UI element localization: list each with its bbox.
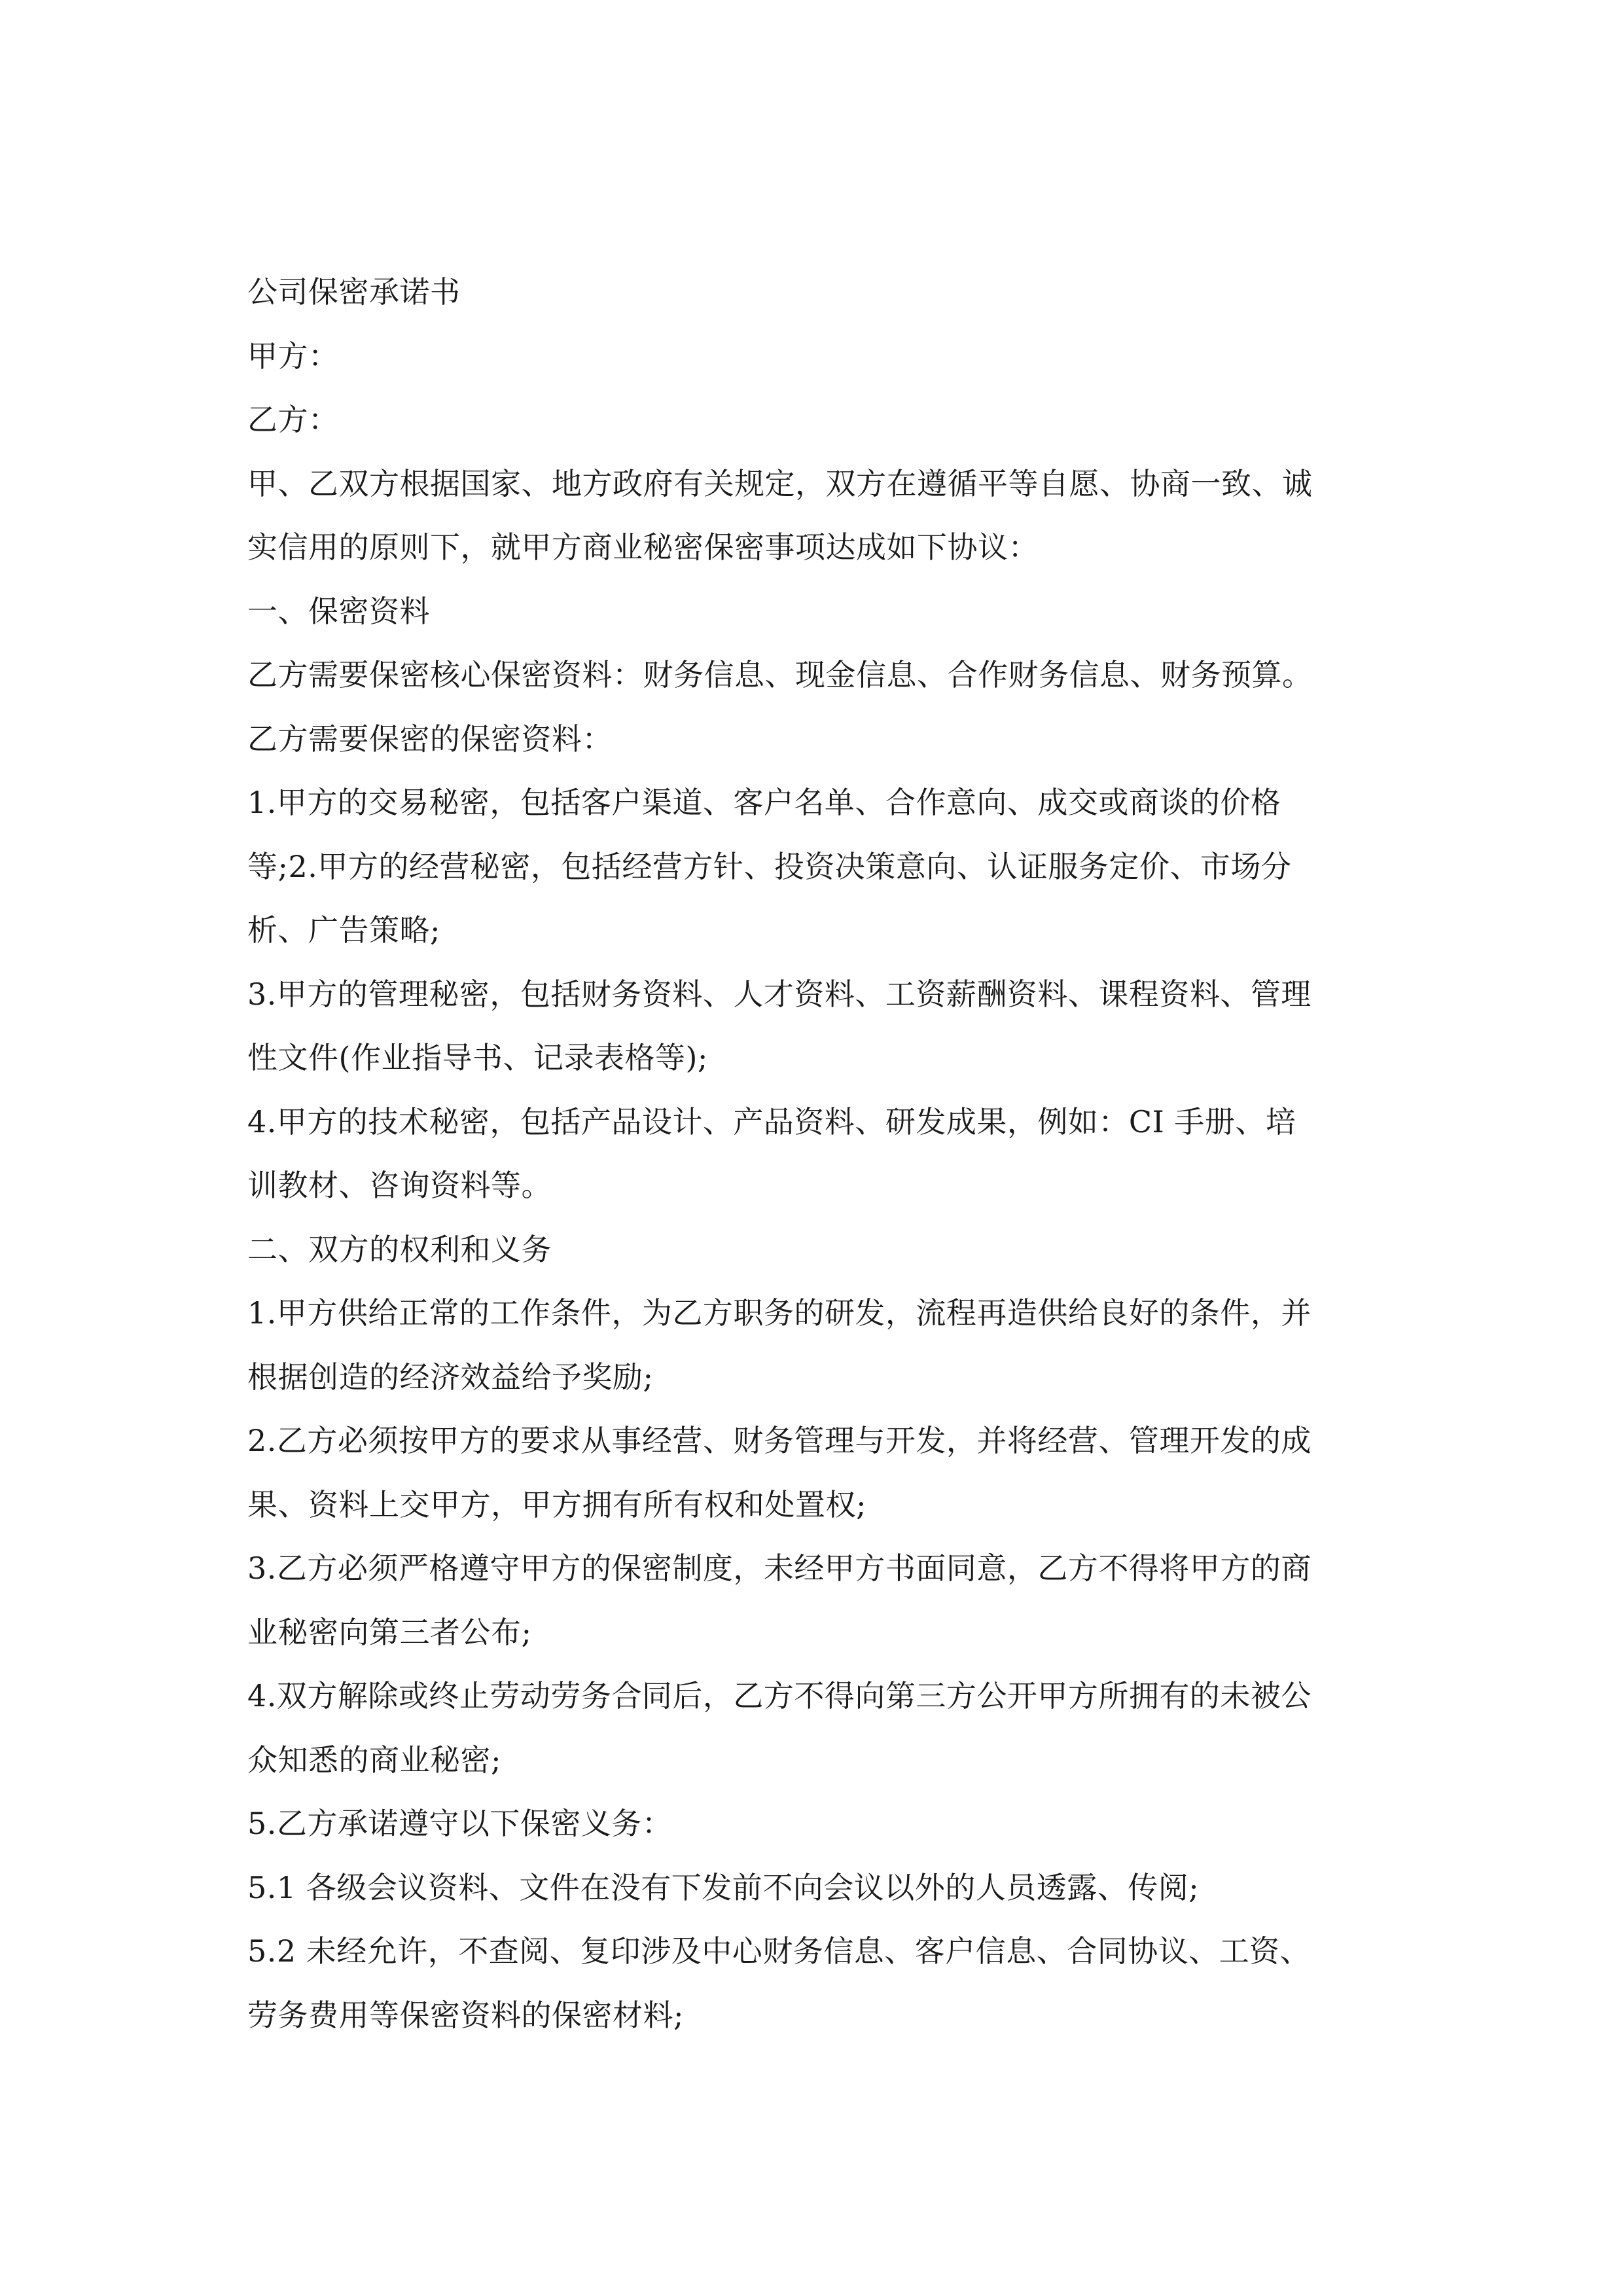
body-text-line: 甲、乙双方根据国家、地方政府有关规定，双方在遵循平等自愿、协商一致、诚 <box>247 465 1313 501</box>
body-text-line: 3.甲方的管理秘密，包括财务资料、人才资料、工资薪酬资料、课程资料、管理 <box>247 976 1311 1012</box>
body-text-line: 5.乙方承诺遵守以下保密义务： <box>247 1806 673 1841</box>
body-text-line: 乙方需要保密核心保密资料：财务信息、现金信息、合作财务信息、财务预算。 <box>247 657 1313 692</box>
body-text-line: 5.2 未经允许，不查阅、复印涉及中心财务信息、客户信息、合同协议、工资、 <box>247 1933 1311 1969</box>
body-text-line: 1.甲方供给正常的工作条件，为乙方职务的研发，流程再造供给良好的条件，并 <box>247 1295 1311 1331</box>
body-text-line: 5.1 各级会议资料、文件在没有下发前不向会议以外的人员透露、传阅; <box>247 1869 1200 1905</box>
body-text-line: 4.双方解除或终止劳动劳务合同后，乙方不得向第三方公开甲方所拥有的未被公 <box>247 1678 1311 1713</box>
body-text-line: 业秘密向第三者公布; <box>247 1614 532 1650</box>
body-text-line: 3.乙方必须严格遵守甲方的保密制度，未经甲方书面同意，乙方不得将甲方的商 <box>247 1551 1311 1586</box>
body-text-line: 劳务费用等保密资料的保密材料; <box>247 1997 684 2033</box>
body-text-line: 众知悉的商业秘密; <box>247 1742 501 1778</box>
section-heading: 一、保密资料 <box>247 593 430 629</box>
body-text-line: 果、资料上交甲方，甲方拥有所有权和处置权; <box>247 1486 866 1522</box>
document-title: 公司保密承诺书 <box>247 274 461 310</box>
body-text-line: 析、广告策略; <box>247 912 440 948</box>
body-text-line: 1.甲方的交易秘密，包括客户渠道、客户名单、合作意向、成交或商谈的价格 <box>247 785 1281 820</box>
body-text-line: 根据创造的经济效益给予奖励; <box>247 1359 654 1395</box>
body-text-line: 训教材、咨询资料等。 <box>247 1168 552 1203</box>
body-text-line: 等;2.甲方的经营秘密，包括经营方针、投资决策意向、认证服务定价、市场分 <box>247 848 1292 884</box>
body-text-line: 性文件(作业指导书、记录表格等); <box>247 1040 708 1075</box>
body-text-line: 2.乙方必须按甲方的要求从事经营、财务管理与开发，并将经营、管理开发的成 <box>247 1423 1311 1458</box>
body-text-line: 乙方需要保密的保密资料： <box>247 721 613 757</box>
party-a-line: 甲方： <box>247 338 339 374</box>
body-text-line: 4.甲方的技术秘密，包括产品设计、产品资料、研发成果，例如：CI 手册、培 <box>247 1103 1296 1139</box>
section-heading: 二、双方的权利和义务 <box>247 1231 552 1267</box>
party-b-line: 乙方： <box>247 402 339 437</box>
document-body <box>247 260 1399 2047</box>
body-text-line: 实信用的原则下，就甲方商业秘密保密事项达成如下协议： <box>247 529 1039 565</box>
